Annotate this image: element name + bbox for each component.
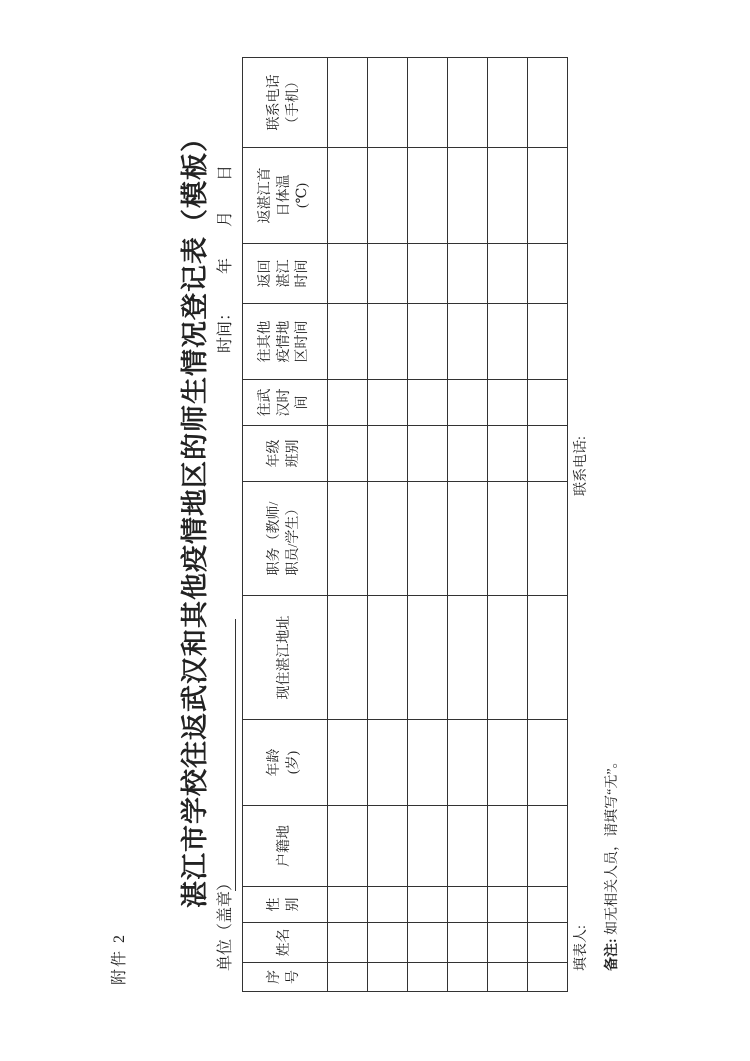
cell-return_time[interactable] [448,244,488,304]
header-gender [243,887,328,923]
time-label: 时间： [217,304,234,353]
header-grade [243,426,328,482]
header-grade-text [266,440,304,468]
cell-other_time[interactable] [528,304,568,380]
cell-gender[interactable] [408,887,448,923]
cell-gender[interactable] [328,887,368,923]
note-text: 如无相关人员，请填写“无”。 [605,754,620,935]
cell-grade[interactable] [488,426,528,482]
attachment-label: 附件 2 [111,932,128,985]
cell-return_time[interactable] [328,244,368,304]
cell-temperature[interactable] [328,148,368,244]
cell-wuhan_time[interactable] [448,380,488,426]
cell-wuhan_time[interactable] [488,380,528,426]
cell-grade[interactable] [448,426,488,482]
cell-hukou[interactable] [488,806,528,887]
cell-position[interactable] [488,482,528,596]
table-row [328,58,368,992]
cell-address[interactable] [328,596,368,720]
cell-grade[interactable] [528,426,568,482]
cell-seq[interactable] [488,963,528,992]
cell-seq[interactable] [408,963,448,992]
cell-other_time[interactable] [368,304,408,380]
header-line: 序 [267,970,283,984]
header-name-text [276,929,295,957]
header-line: 往武 [257,388,273,417]
cell-address[interactable] [408,596,448,720]
header-line: 区时间 [295,320,311,363]
contact-phone-label: 联系电话: [574,436,589,496]
header-line: 疫情地 [276,320,292,363]
table-row [408,58,448,992]
header-address [243,596,328,720]
cell-position[interactable] [448,482,488,596]
cell-position[interactable] [528,482,568,596]
cell-temperature[interactable] [408,148,448,244]
cell-seq[interactable] [448,963,488,992]
header-line: 号 [286,970,301,984]
cell-gender[interactable] [368,887,408,923]
cell-hukou[interactable] [368,806,408,887]
table-body [328,58,568,992]
header-return_time-text [257,260,314,288]
header-line: 现住湛江地址 [276,615,292,700]
cell-grade[interactable] [328,426,368,482]
header-address-text [276,616,295,700]
header-line: 姓名 [276,928,292,957]
table-row [368,58,408,992]
header-line: 湛江 [276,259,292,288]
table-row [528,58,568,992]
header-line: 返湛江首 [257,167,273,224]
cell-address[interactable] [448,596,488,720]
cell-phone[interactable] [408,58,448,148]
table-header-row [243,58,328,992]
cell-wuhan_time[interactable] [408,380,448,426]
cell-temperature[interactable] [488,148,528,244]
header-position [243,482,328,596]
cell-name[interactable] [528,923,568,963]
header-line: 别 [286,897,301,912]
cell-phone[interactable] [328,58,368,148]
cell-age[interactable] [408,720,448,806]
cell-age[interactable] [368,720,408,806]
header-position-text [266,502,304,576]
cell-temperature[interactable] [528,148,568,244]
cell-name[interactable] [408,923,448,963]
header-line: 汉时 [276,388,292,417]
cell-return_time[interactable] [488,244,528,304]
header-temperature-text [257,168,314,224]
header-seq-text [266,970,304,984]
header-wuhan_time [243,380,328,426]
header-line: 性 [267,897,283,912]
cell-age[interactable] [488,720,528,806]
cell-temperature[interactable] [368,148,408,244]
unit-label: 单位（盖章） [217,874,234,971]
cell-phone[interactable] [528,58,568,148]
note-label: 备注: [605,938,620,971]
table-row [488,58,528,992]
header-line: 职员/学生） [286,501,301,576]
day-label: 日 [217,164,234,181]
month-label: 月 [217,210,234,227]
cell-other_time[interactable] [408,304,448,380]
header-age [243,720,328,806]
cell-return_time[interactable] [408,244,448,304]
cell-hukou[interactable] [328,806,368,887]
cell-other_time[interactable] [488,304,528,380]
header-seq [243,963,328,992]
cell-wuhan_time[interactable] [528,380,568,426]
cell-gender[interactable] [488,887,528,923]
cell-wuhan_time[interactable] [368,380,408,426]
cell-age[interactable] [328,720,368,806]
header-line: 返回 [257,259,273,288]
cell-phone[interactable] [448,58,488,148]
year-label: 年 [217,257,234,274]
header-line: 班别 [286,439,301,468]
cell-other_time[interactable] [448,304,488,380]
cell-temperature[interactable] [448,148,488,244]
header-line: 户籍地 [276,825,292,867]
cell-name[interactable] [488,923,528,963]
header-line: 间 [295,395,311,410]
header-return_time [243,244,328,304]
header-line: (岁) [286,750,301,775]
header-temperature [243,148,328,244]
header-gender-text [266,898,304,912]
cell-address[interactable] [528,596,568,720]
header-line: 往其他 [257,320,273,363]
header-wuhan_time-text [257,389,314,417]
cell-grade[interactable] [408,426,448,482]
cell-age[interactable] [528,720,568,806]
cell-name[interactable] [328,923,368,963]
cell-wuhan_time[interactable] [328,380,368,426]
header-line: (℃) [295,183,311,208]
registration-table [242,57,568,992]
note [601,754,621,971]
cell-position[interactable] [408,482,448,596]
header-line: 时间 [295,259,311,288]
cell-seq[interactable] [328,963,368,992]
cell-seq[interactable] [368,963,408,992]
cell-grade[interactable] [368,426,408,482]
cell-hukou[interactable] [408,806,448,887]
cell-other_time[interactable] [328,304,368,380]
header-other_time-text [257,321,314,363]
cell-gender[interactable] [528,887,568,923]
header-line: （手机） [286,74,301,131]
cell-return_time[interactable] [528,244,568,304]
header-hukou [243,806,328,887]
header-phone-text [266,75,304,131]
cell-gender[interactable] [448,887,488,923]
header-name [243,923,328,963]
cell-address[interactable] [368,596,408,720]
header-line: 年龄 [267,748,283,777]
cell-hukou[interactable] [448,806,488,887]
unit-signature-line [235,619,236,891]
header-age-text [266,749,304,777]
cell-seq[interactable] [528,963,568,992]
cell-hukou[interactable] [528,806,568,887]
header-hukou-text [276,825,295,867]
header-line: 日体温 [276,174,292,217]
cell-position[interactable] [328,482,368,596]
cell-phone[interactable] [488,58,528,148]
header-other_time [243,304,328,380]
cell-phone[interactable] [368,58,408,148]
header-line: 年级 [267,439,283,468]
header-line: 职务（教师/ [267,501,283,576]
cell-name[interactable] [448,923,488,963]
page-title: 湛江市学校往返武汉和其他疫情地区的师生情况登记表（模板） [180,124,211,908]
cell-address[interactable] [488,596,528,720]
filler-label: 填表人: [574,925,589,971]
cell-return_time[interactable] [368,244,408,304]
header-phone [243,58,328,148]
header-line: 联系电话 [267,74,283,131]
cell-position[interactable] [368,482,408,596]
cell-name[interactable] [368,923,408,963]
table-row [448,58,488,992]
cell-age[interactable] [448,720,488,806]
